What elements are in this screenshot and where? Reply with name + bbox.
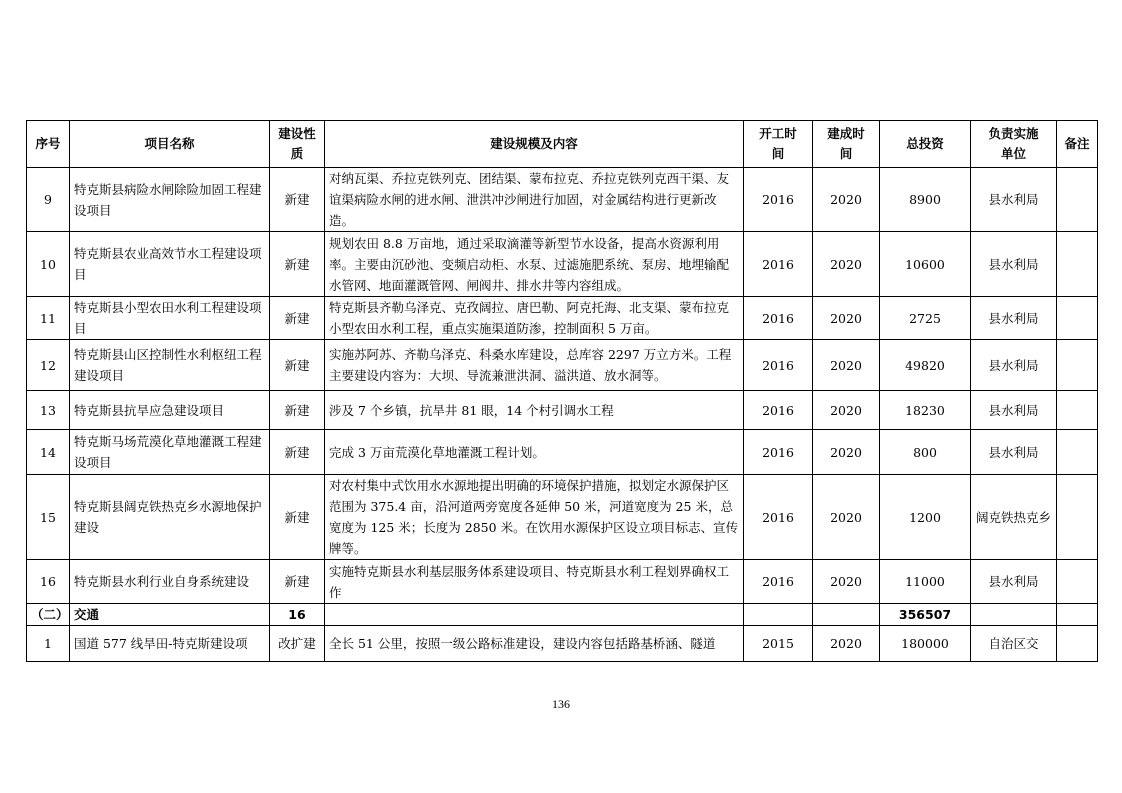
- cell-start: 2016: [744, 232, 813, 297]
- table-row: [27, 168, 1098, 232]
- header-end: 建成时 间: [813, 121, 880, 168]
- cell-start: 2016: [744, 297, 813, 340]
- cell-scale: 规划农田 8.8 万亩地，通过采取滴灌等新型节水设备，提高水资源利用率。主要由沉砂池、变频启动柜、水泵、过滤施肥系统、泵房、地埋输配水管网、地面灌溉管网、闸阀井、排水井等内容组成。: [325, 232, 744, 297]
- table-row: [27, 626, 1098, 662]
- page-number: 136: [552, 697, 570, 711]
- cell-seq: 13: [27, 391, 70, 430]
- cell-scale: 对纳瓦渠、乔拉克铁列克、团结渠、蒙布拉克、乔拉克铁列克西干渠、友谊渠病险水闸的进水闸、泄洪冲沙闸进行加固，对金属结构进行更新改造。: [325, 168, 744, 232]
- cell-note: [1057, 297, 1098, 340]
- cell-nature: 新建: [270, 391, 325, 430]
- cell-name: 特克斯马场荒漠化草地灌溉工程建设项目: [70, 430, 270, 475]
- cell-end: 2020: [813, 340, 880, 391]
- cell-name: 国道 577 线旱田-特克斯建设项: [70, 626, 270, 662]
- cell-unit: 县水利局: [971, 391, 1057, 430]
- cell-note: [1057, 604, 1098, 626]
- cell-unit: 县水利局: [971, 560, 1057, 604]
- cell-end: 2020: [813, 168, 880, 232]
- cell-invest: 2725: [880, 297, 971, 340]
- cell-unit: 县水利局: [971, 430, 1057, 475]
- cell-end: 2020: [813, 232, 880, 297]
- cell-name: 特克斯县阔克铁热克乡水源地保护建设: [70, 475, 270, 560]
- cell-seq: 9: [27, 168, 70, 232]
- table-row: [27, 430, 1098, 475]
- cell-note: [1057, 430, 1098, 475]
- header-nature: 建设性 质: [270, 121, 325, 168]
- cell-start: [744, 604, 813, 626]
- cell-name: 特克斯县山区控制性水利枢纽工程建设项目: [70, 340, 270, 391]
- cell-note: [1057, 340, 1098, 391]
- cell-nature: 新建: [270, 168, 325, 232]
- header-name: 项目名称: [70, 121, 270, 168]
- cell-seq: 15: [27, 475, 70, 560]
- cell-scale: 完成 3 万亩荒漠化草地灌溉工程计划。: [325, 430, 744, 475]
- cell-nature: 新建: [270, 430, 325, 475]
- cell-unit: [971, 604, 1057, 626]
- cell-invest: 356507: [880, 604, 971, 626]
- header-start: 开工时 间: [744, 121, 813, 168]
- table-body: [27, 168, 1098, 662]
- header-unit: 负责实施 单位: [971, 121, 1057, 168]
- cell-scale: 涉及 7 个乡镇，抗旱井 81 眼，14 个村引调水工程: [325, 391, 744, 430]
- project-table: [26, 120, 1098, 662]
- table-row: [27, 297, 1098, 340]
- cell-name: 交通: [70, 604, 270, 626]
- cell-unit: 县水利局: [971, 232, 1057, 297]
- cell-start: 2016: [744, 391, 813, 430]
- cell-scale: 实施特克斯县水利基层服务体系建设项目、特克斯县水利工程划界确权工作: [325, 560, 744, 604]
- cell-start: 2016: [744, 168, 813, 232]
- cell-unit: 县水利局: [971, 168, 1057, 232]
- cell-invest: 18230: [880, 391, 971, 430]
- cell-invest: 10600: [880, 232, 971, 297]
- cell-start: 2016: [744, 340, 813, 391]
- cell-name: 特克斯县水利行业自身系统建设: [70, 560, 270, 604]
- cell-name: 特克斯县病险水闸除险加固工程建设项目: [70, 168, 270, 232]
- cell-seq: 12: [27, 340, 70, 391]
- cell-nature: 改扩建: [270, 626, 325, 662]
- header-seq: 序号: [27, 121, 70, 168]
- header-row: [27, 121, 1098, 168]
- cell-end: 2020: [813, 475, 880, 560]
- cell-end: 2020: [813, 560, 880, 604]
- cell-unit: 县水利局: [971, 340, 1057, 391]
- cell-invest: 8900: [880, 168, 971, 232]
- cell-seq: 11: [27, 297, 70, 340]
- cell-note: [1057, 168, 1098, 232]
- cell-scale: 特克斯县齐勒乌泽克、克孜阔拉、唐巴勒、阿克托海、北支渠、蒙布拉克小型农田水利工程，重点实施渠道防渗，控制面积 5 万亩。: [325, 297, 744, 340]
- cell-invest: 11000: [880, 560, 971, 604]
- cell-end: [813, 604, 880, 626]
- cell-nature: 新建: [270, 297, 325, 340]
- cell-name: 特克斯县小型农田水利工程建设项目: [70, 297, 270, 340]
- cell-name: 特克斯县农业高效节水工程建设项目: [70, 232, 270, 297]
- cell-note: [1057, 232, 1098, 297]
- cell-scale: 实施苏阿苏、齐勒乌泽克、科桑水库建设，总库容 2297 万立方米。工程主要建设内容为：大坝、导流兼泄洪洞、溢洪道、放水洞等。: [325, 340, 744, 391]
- table-row: [27, 391, 1098, 430]
- cell-invest: 1200: [880, 475, 971, 560]
- cell-invest: 180000: [880, 626, 971, 662]
- cell-end: 2020: [813, 297, 880, 340]
- cell-scale: 对农村集中式饮用水水源地提出明确的环境保护措施，拟划定水源保护区范围为 375.4 亩，沿河道两旁宽度各延伸 50 米，河道宽度为 25 米，总宽度为 125 米；长度为 2850 米。在饮用水源保护区设立项目标志、宣传牌等。: [325, 475, 744, 560]
- table-row: [27, 560, 1098, 604]
- cell-seq: 10: [27, 232, 70, 297]
- cell-unit: 自治区交: [971, 626, 1057, 662]
- cell-nature: 新建: [270, 475, 325, 560]
- cell-invest: 49820: [880, 340, 971, 391]
- cell-note: [1057, 475, 1098, 560]
- cell-unit: 阔克铁热克乡: [971, 475, 1057, 560]
- cell-nature: 16: [270, 604, 325, 626]
- table-row: [27, 475, 1098, 560]
- table-row: [27, 232, 1098, 297]
- cell-scale: [325, 604, 744, 626]
- table-row: [27, 604, 1098, 626]
- cell-note: [1057, 391, 1098, 430]
- cell-note: [1057, 626, 1098, 662]
- cell-note: [1057, 560, 1098, 604]
- cell-end: 2020: [813, 626, 880, 662]
- cell-start: 2015: [744, 626, 813, 662]
- cell-unit: 县水利局: [971, 297, 1057, 340]
- cell-nature: 新建: [270, 560, 325, 604]
- cell-start: 2016: [744, 475, 813, 560]
- cell-nature: 新建: [270, 340, 325, 391]
- cell-seq: 16: [27, 560, 70, 604]
- header-invest: 总投资: [880, 121, 971, 168]
- header-scale: 建设规模及内容: [325, 121, 744, 168]
- cell-nature: 新建: [270, 232, 325, 297]
- cell-start: 2016: [744, 560, 813, 604]
- header-note: 备注: [1057, 121, 1098, 168]
- cell-end: 2020: [813, 430, 880, 475]
- cell-end: 2020: [813, 391, 880, 430]
- cell-seq: 14: [27, 430, 70, 475]
- cell-seq: 1: [27, 626, 70, 662]
- cell-name: 特克斯县抗旱应急建设项目: [70, 391, 270, 430]
- cell-scale: 全长 51 公里，按照一级公路标准建设，建设内容包括路基桥涵、隧道: [325, 626, 744, 662]
- cell-invest: 800: [880, 430, 971, 475]
- cell-start: 2016: [744, 430, 813, 475]
- table-row: [27, 340, 1098, 391]
- cell-seq: （二）: [27, 604, 70, 626]
